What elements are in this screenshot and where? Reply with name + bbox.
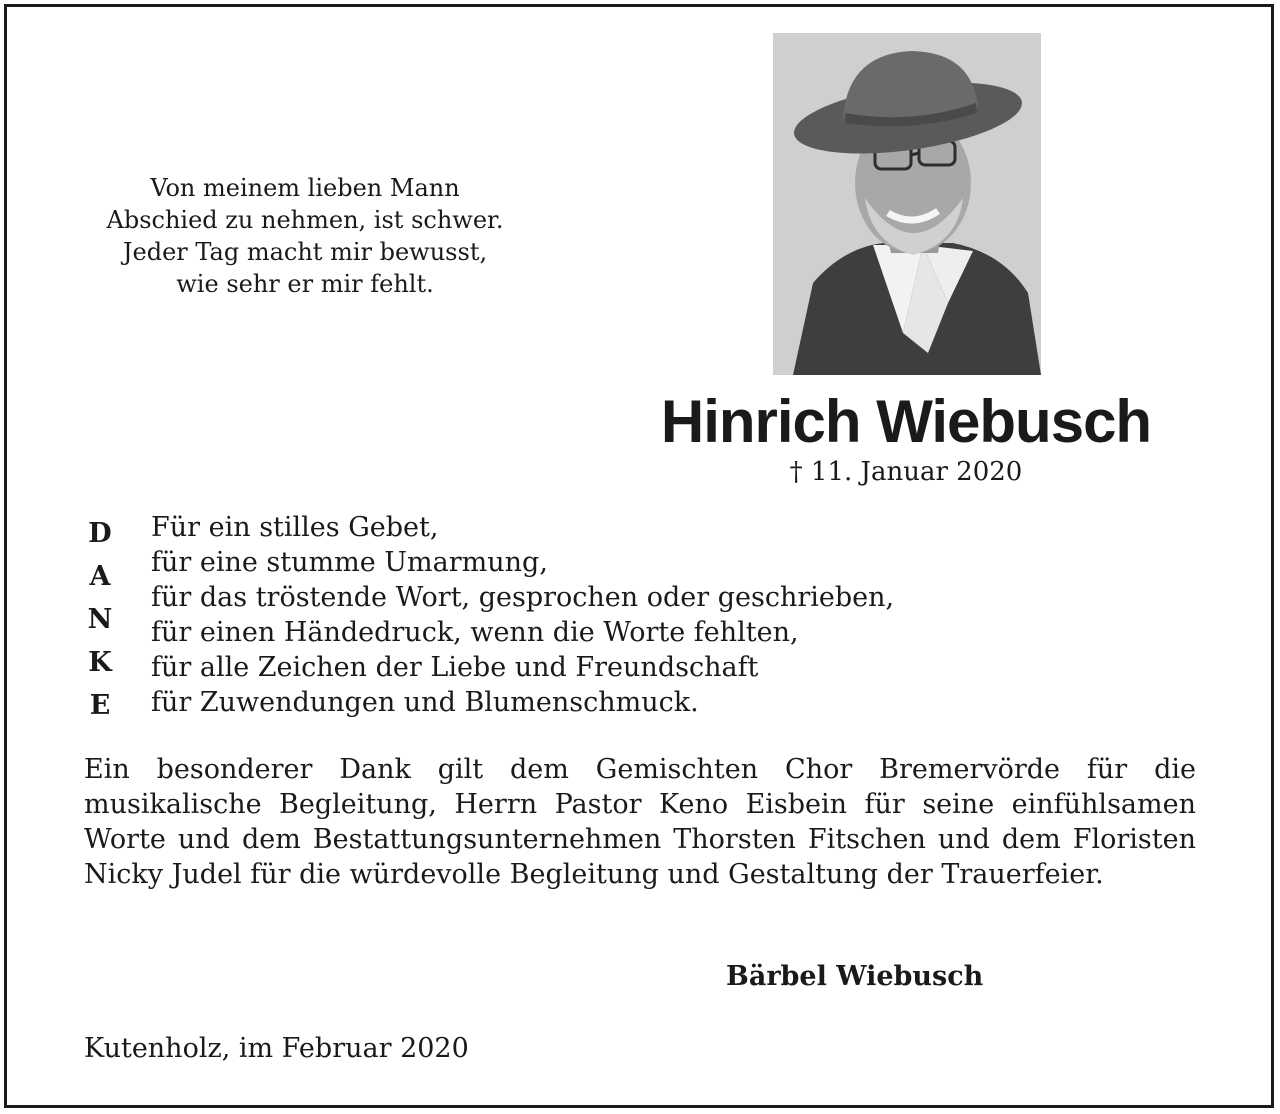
deceased-name: Hinrich Wiebusch	[660, 388, 1152, 455]
signature: Bärbel Wiebusch	[726, 961, 984, 992]
quote-line: Abschied zu nehmen, ist schwer.	[106, 206, 504, 234]
thanks-line: für das tröstende Wort, gesprochen oder geschrieben,	[151, 582, 895, 613]
place-and-date: Kutenholz, im Februar 2020	[84, 1033, 469, 1064]
danke-letter: N	[87, 604, 113, 635]
danke-letter: K	[88, 647, 112, 678]
quote-line: wie sehr er mir fehlt.	[176, 270, 434, 298]
thanks-line: Für ein stilles Gebet,	[151, 512, 439, 543]
quote-line: Jeder Tag macht mir bewusst,	[122, 238, 488, 266]
danke-letter: E	[89, 690, 111, 721]
portrait-illustration	[773, 33, 1041, 375]
thanks-line: für alle Zeichen der Liebe und Freundschaft	[151, 652, 759, 683]
thanks-line: für einen Händedruck, wenn die Worte fehlten,	[151, 617, 799, 648]
memorial-quote	[60, 172, 550, 300]
thanks-list	[151, 510, 894, 720]
danke-letter: D	[88, 518, 112, 549]
portrait-photo	[773, 33, 1041, 375]
danke-letter: A	[89, 561, 111, 592]
death-date: † 11. Januar 2020	[789, 457, 1023, 487]
quote-line: Von meinem lieben Mann	[150, 174, 460, 202]
thanks-line: für Zuwendungen und Blumenschmuck.	[151, 687, 699, 718]
special-thanks-paragraph: Ein besonderer Dank gilt dem Gemischten Chor Bremervörde für die musikalische Begleitung, Herrn Pastor Keno Eisbein für seine einfühlsamen Worte und dem Bestattungsunternehmen Thorsten Fitschen und dem Floristen Nicky Judel für die würdevolle Begleitung und Gestaltung der Trauerfeier.	[84, 754, 1196, 890]
danke-acrostic	[80, 512, 120, 727]
thanks-line: für eine stumme Umarmung,	[151, 547, 548, 578]
